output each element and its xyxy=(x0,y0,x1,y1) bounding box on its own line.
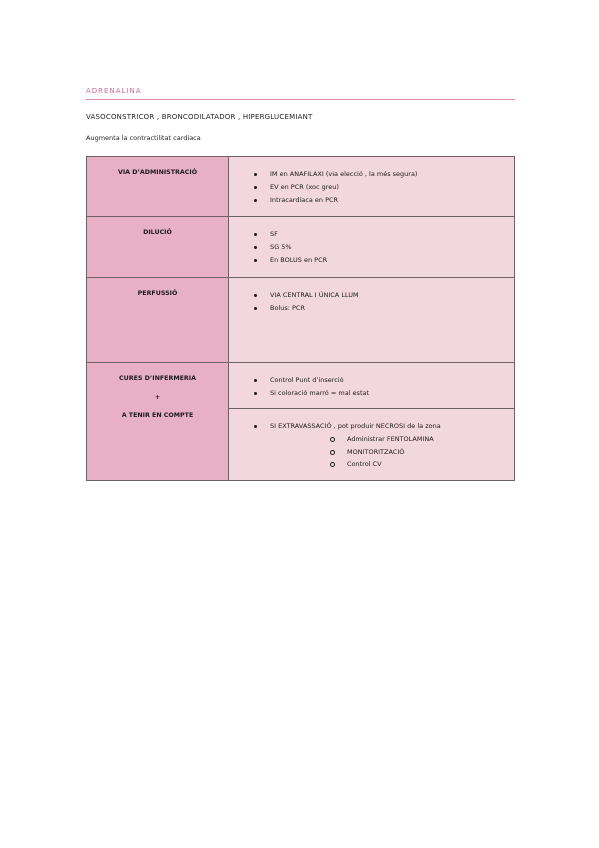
row-content-cell xyxy=(229,217,515,278)
list-item-text: SI EXTRAVASSACIÓ , pot produir NECROSI de la zona xyxy=(270,422,441,430)
row-label-cell xyxy=(87,217,229,278)
row-content-cell xyxy=(229,363,515,409)
row-label-cell xyxy=(87,157,229,217)
row-content-cell xyxy=(229,409,515,481)
bullet-list xyxy=(229,278,514,315)
sub-list-item: Administrar FENTOLAMINA xyxy=(270,433,514,446)
section-heading: ADRENALINA xyxy=(86,87,142,95)
list-item: Intracardíaca en PCR xyxy=(229,194,514,207)
table-row xyxy=(87,278,515,363)
table-row xyxy=(87,157,515,217)
bullet-list xyxy=(229,157,514,207)
row-content-cell xyxy=(229,278,515,363)
sub-list-item: Control CV xyxy=(270,458,514,471)
drug-info-table xyxy=(86,156,515,481)
list-item: Bolus: PCR xyxy=(229,302,514,315)
list-item: VIA CENTRAL I ÚNICA LLUM xyxy=(229,289,514,302)
list-item: Control Punt d’inserció xyxy=(229,374,514,387)
heading-underline xyxy=(86,99,515,100)
list-item: SG 5% xyxy=(229,241,514,254)
care-label-line2: A TENIR EN COMPTE xyxy=(121,412,194,419)
row-label: DILUCIÓ xyxy=(143,229,172,236)
list-item: IM en ANAFILAXI (via elecció , la més segura) xyxy=(229,168,514,181)
drug-note: Augmenta la contractilitat cardíaca xyxy=(86,134,201,142)
sub-bullet-list xyxy=(270,433,514,471)
list-item xyxy=(229,420,514,471)
list-item: SF xyxy=(229,228,514,241)
care-label-line1: CURES D’INFERMERIA xyxy=(119,375,196,382)
bullet-list xyxy=(229,409,514,471)
list-item: En BOLUS en PCR xyxy=(229,254,514,267)
bullet-list xyxy=(229,217,514,267)
sub-list-item: MONITORITZACIÓ xyxy=(270,446,514,459)
bullet-list xyxy=(229,363,514,400)
list-item: EV en PCR (xoc greu) xyxy=(229,181,514,194)
row-label-cell xyxy=(87,278,229,363)
row-label: PERFUSSIÓ xyxy=(137,290,178,297)
table-row xyxy=(87,217,515,278)
care-label xyxy=(87,363,228,419)
table-row xyxy=(87,363,515,409)
row-content-cell xyxy=(229,157,515,217)
row-label-cell xyxy=(87,363,229,481)
list-item: Si coloració marró = mal estat xyxy=(229,387,514,400)
care-label-separator: + xyxy=(154,394,161,401)
row-label: VIA D’ADMINISTRACIÓ xyxy=(117,169,198,176)
drug-properties: VASOCONSTRICOR , BRONCODILATADOR , HIPERGLUCEMIANT xyxy=(86,113,313,121)
